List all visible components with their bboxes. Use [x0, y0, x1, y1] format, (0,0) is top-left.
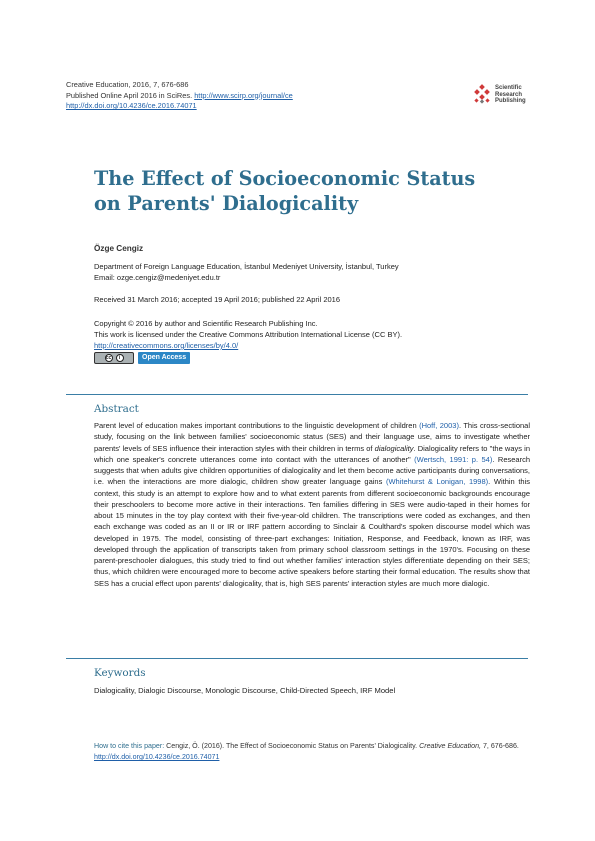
journal-citation: Creative Education, 2016, 7, 676-686 — [66, 80, 189, 89]
paper-title: The Effect of Socioeconomic Status on Parents' Dialogicality — [94, 167, 476, 215]
how-to-cite-label: How to cite this paper: — [94, 742, 167, 750]
license-badges — [94, 352, 190, 364]
license-link[interactable]: http://creativecommons.org/licenses/by/4.0/ — [94, 341, 239, 350]
open-access-badge: Open Access — [138, 352, 190, 364]
citation-link[interactable]: (Hoff, 2003) — [419, 421, 459, 430]
section-divider — [66, 658, 528, 659]
author-name: Özge Cengiz — [94, 244, 144, 253]
citation-link[interactable]: (Whitehurst & Lonigan, 1998) — [385, 477, 489, 487]
journal-header — [66, 80, 293, 112]
email: Email: ozge.cengiz@medeniyet.edu.tr — [94, 273, 221, 282]
copyright-line: Copyright © 2016 by author and Scientific Research Publishing Inc. — [94, 319, 318, 328]
publication-dates: Received 31 March 2016; accepted 19 April 2016; published 22 April 2016 — [94, 295, 341, 304]
doi-link[interactable]: http://dx.doi.org/10.4236/ce.2016.74071 — [94, 753, 220, 761]
cc-by-badge[interactable] — [94, 352, 134, 364]
doi-link[interactable]: http://dx.doi.org/10.4236/ce.2016.74071 — [66, 101, 197, 111]
published-line: Published Online April 2016 in SciRes. http://www.scirp.org/journal/ce — [66, 90, 293, 100]
abstract-heading: Abstract — [94, 403, 139, 415]
how-to-cite: How to cite this paper: Cengiz, Ö. (2016). The Effect of Socioeconomic Status on Parents' Dialogicality. Creative Education, 7, 676-686. http://dx.doi.org/10.4236/ce.2016.74071 — [94, 742, 519, 761]
logo-text-1: Scientific — [495, 85, 522, 92]
journal-link[interactable]: http://www.scirp.org/journal/ce — [194, 90, 293, 100]
logo-text-2: Research — [495, 91, 523, 98]
affiliation-block — [94, 261, 399, 283]
logo-text-3: Publishing — [495, 98, 526, 105]
copyright-block — [94, 318, 402, 351]
publisher-logo — [471, 84, 526, 106]
attribution-icon: i — [116, 354, 124, 362]
abstract-text: Parent level of education makes important contributions to the linguistic development of children (Hoff, 2003). This cross-sectional study, focusing on the link between families' socioeconomic status (SES) and their language use, aims to investigate whether parents' levels of SES influence their interaction styles with their children in terms of dialogicality. Dialogicality refers to "the ways in which one speaker's concrete utterances come into contact with the utterances of another" (Wertsch, 1991: p. 54). Research suggests that when adults give children opportunities of dialogicality and let them become active participants during conversations, i.e. when the interactions are more dialogic, children show greater language gains (Whitehurst & Lonigan, 1998). Within this context, this study is an attempt to explore how and to what extent parents from different socioeconomic backgrounds encourage their preschoolers to become more active in their interactions. Ten families differing in SES were audio-taped in their homes for about 15 minutes in the toy play context with their five-year-old children. The transcriptions were coded as exchanges, and then each exchange was coded as an II or IR or IRF pattern according to Sinclair & Coulthard's spoken discourse model which was developed in 1975. The model, consisting of three-part exchanges: Initiation, Response, and Feedback, known as IRF, was developed through the application of transcripts taken from primary school classroom settings in the 1970's. Focusing on these parent-preschooler dialogues, this study tried to find out whether families' interaction styles differentiate depending on their SES; thus, which children were encouraged more to become active speakers before starting their formal education. The results show that SES has a crucial effect upon parents' dialogicality, that is, high SES parents' interaction styles are much more dialogic. — [94, 421, 531, 588]
citation-link[interactable]: (Wertsch, 1991: p. 54) — [414, 454, 493, 464]
affiliation: Department of Foreign Language Education, İstanbul Medeniyet University, İstanbul, Turkey — [94, 262, 399, 271]
section-divider — [66, 394, 528, 395]
cc-icon: cc — [105, 355, 112, 361]
license-line: This work is licensed under the Creative Commons Attribution International License (CC BY). — [94, 330, 403, 339]
keywords-list: Dialogicality, Dialogic Discourse, Monologic Discourse, Child-Directed Speech, IRF Model — [94, 686, 396, 695]
keywords-heading: Keywords — [94, 667, 146, 679]
publisher-logo-icon — [471, 84, 493, 106]
